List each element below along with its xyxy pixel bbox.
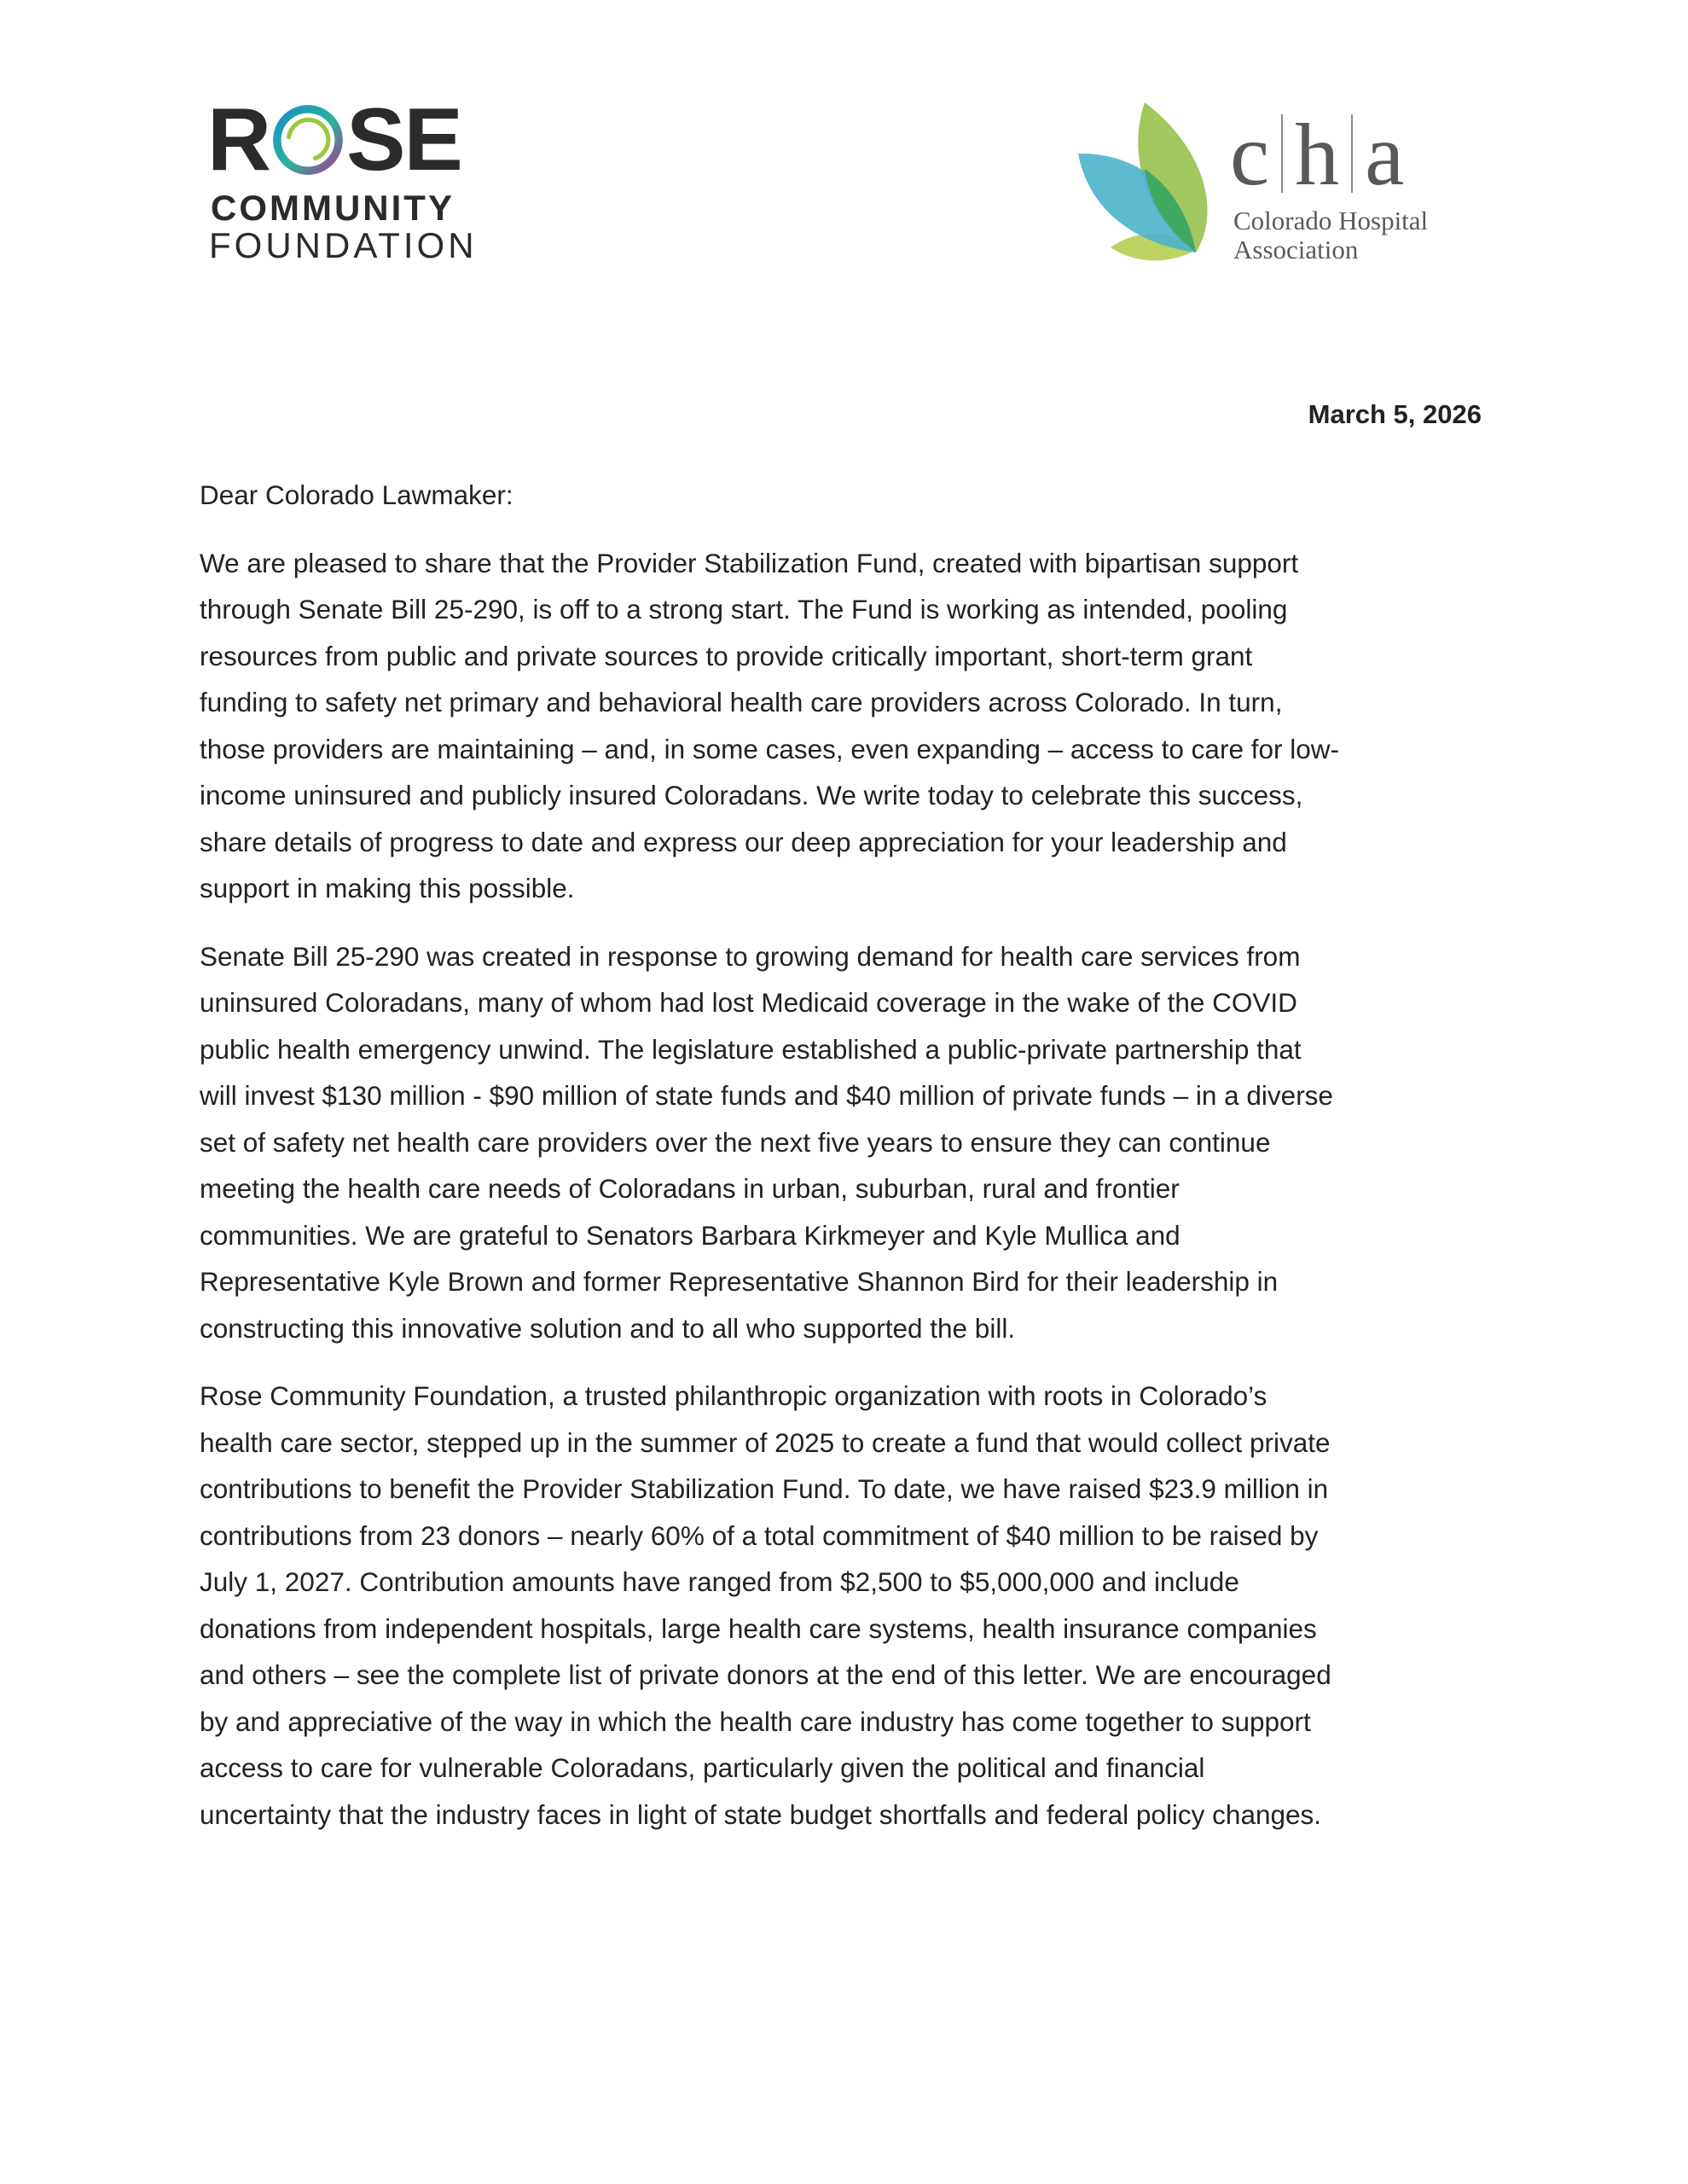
paragraph-line: funding to safety net primary and behavioral health care providers across Colorado. In turn, [200, 687, 1283, 717]
letter-paragraphs [200, 540, 1488, 1838]
paragraph-1 [200, 540, 1488, 912]
paragraph-line: income uninsured and publicly insured Coloradans. We write today to celebrate this success, [200, 780, 1303, 810]
paragraph-line: access to care for vulnerable Coloradans, particularly given the political and financial [200, 1752, 1205, 1783]
paragraph-line: set of safety net health care providers over the next five years to ensure they can continue [200, 1126, 1271, 1158]
paragraph-line: constructing this innovative solution and to all who supported the bill. [200, 1312, 1016, 1344]
paragraph-line: support in making this possible. [200, 873, 575, 903]
paragraph-line: uncertainty that the industry faces in light of state budget shortfalls and federal policy changes. [200, 1798, 1322, 1830]
rose-logo-letter-s: S [346, 90, 404, 189]
cha-letter-c: c [1230, 106, 1270, 204]
cha-logo-letters [1230, 104, 1405, 204]
cha-logo-name [1233, 206, 1428, 264]
paragraph-line: share details of progress to date and express our deep appreciation for your leadership and [200, 826, 1287, 857]
paragraph-line: We are pleased to share that the Provider Stabilization Fund, created with bipartisan support [200, 547, 1299, 578]
paragraph-line: will invest $130 million - $90 million of state funds and $40 million of private funds – in a diverse [200, 1080, 1333, 1111]
paragraph-line: donations from independent hospitals, large health care systems, health insurance companies [200, 1612, 1317, 1644]
rose-community-foundation-logo [207, 90, 480, 265]
paragraph-line: July 1, 2027. Contribution amounts have ranged from $2,500 to $5,000,000 and include [200, 1566, 1239, 1597]
paragraph-2 [200, 933, 1488, 1352]
paragraph-line: contributions to benefit the Provider Stabilization Fund. To date, we have raised $23.9 million in [200, 1473, 1329, 1504]
paragraph-line: public health emergency unwind. The legislature established a public-private partnership that [200, 1033, 1302, 1065]
rose-logo-letter-e: E [403, 90, 461, 189]
paragraph-line: health care sector, stepped up in the summer of 2025 to create a fund that would collect private [200, 1426, 1331, 1458]
rose-logo-community: COMMUNITY [211, 188, 455, 228]
rose-logo-wordmark [207, 90, 461, 189]
letter-body [200, 472, 1488, 1859]
paragraph-3 [200, 1373, 1488, 1838]
cha-letter-a: a [1365, 106, 1405, 204]
cha-leaf-icon [1076, 101, 1213, 264]
rose-logo-foundation: FOUNDATION [209, 225, 478, 265]
letter-date: March 5, 2026 [1308, 399, 1482, 429]
cha-divider [1281, 114, 1283, 193]
salutation: Dear Colorado Lawmaker: [200, 479, 513, 510]
paragraph-line: Senate Bill 25-290 was created in response to growing demand for health care services from [200, 940, 1301, 972]
paragraph-line: resources from public and private sources to provide critically important, short-term grant [200, 640, 1253, 671]
rose-logo-letter-r: R [207, 90, 270, 189]
paragraph-line: meeting the health care needs of Coloradans in urban, suburban, rural and frontier [200, 1173, 1180, 1204]
colorado-hospital-association-logo [1076, 101, 1486, 271]
rose-swirl-ring-icon [271, 103, 345, 177]
paragraph-line: by and appreciative of the way in which the health care industry has come together to support [200, 1705, 1311, 1737]
cha-divider [1351, 114, 1353, 193]
paragraph-line: those providers are maintaining – and, in some cases, even expanding – access to care for low- [200, 733, 1339, 764]
cha-letter-h: h [1295, 106, 1340, 204]
paragraph-line: contributions from 23 donors – nearly 60% of a total commitment of $40 million to be raised by [200, 1519, 1319, 1551]
paragraph-line: and others – see the complete list of private donors at the end of this letter. We are encouraged [200, 1659, 1331, 1690]
paragraph-line: Rose Community Foundation, a trusted philanthropic organization with roots in Colorado’s [200, 1380, 1267, 1411]
paragraph-line: through Senate Bill 25-290, is off to a strong start. The Fund is working as intended, pooling [200, 594, 1288, 624]
paragraph-line: communities. We are grateful to Senators Barbara Kirkmeyer and Kyle Mullica and [200, 1219, 1180, 1251]
paragraph-line: uninsured Coloradans, many of whom had lost Medicaid coverage in the wake of the COVID [200, 987, 1297, 1018]
paragraph-line: Representative Kyle Brown and former Representative Shannon Bird for their leadership in [200, 1266, 1279, 1297]
cha-name-line-1: Colorado Hospital [1233, 206, 1429, 235]
cha-name-line-2: Association [1233, 235, 1359, 264]
